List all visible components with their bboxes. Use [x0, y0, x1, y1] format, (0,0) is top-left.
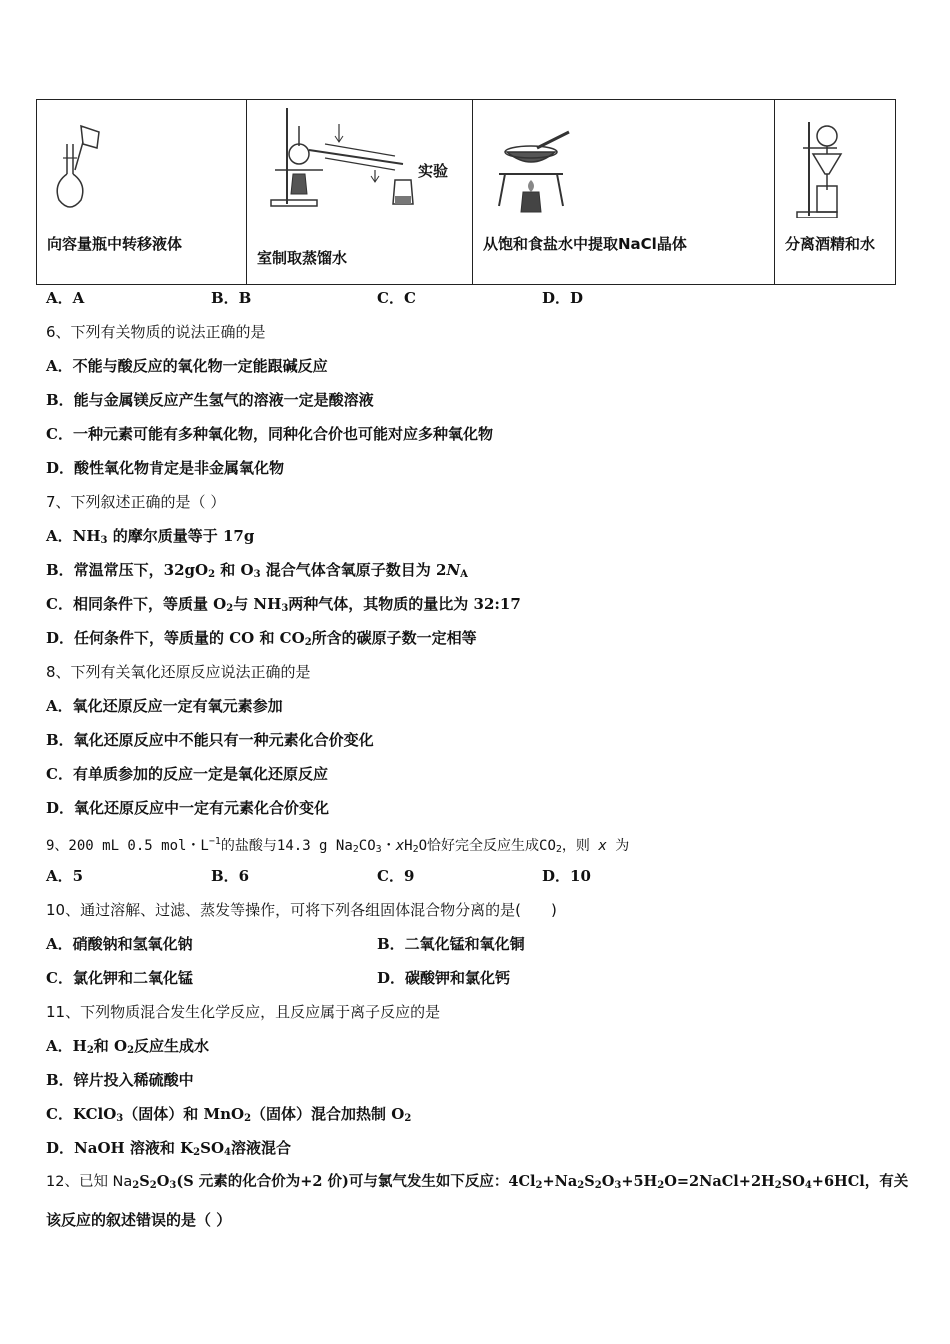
- cell-caption-suffix: 实验: [418, 162, 449, 180]
- q11-stem: 11、下列物质混合发生化学反应，且反应属于离子反应的是: [46, 1003, 441, 1021]
- cell-caption: 分离酒精和水: [785, 235, 876, 253]
- q8-option-b: B．氧化还原反应中不能只有一种元素化合价变化: [46, 731, 374, 749]
- apparatus-cell-distillation: [247, 100, 473, 285]
- q10-stem: 10、通过溶解、过滤、蒸发等操作，可将下列各组固体混合物分离的是( ): [46, 901, 557, 919]
- cell-caption: 向容量瓶中转移液体: [47, 235, 183, 253]
- q5-option-a: A．A: [46, 289, 85, 307]
- apparatus-cell-separating-funnel: [775, 100, 896, 285]
- apparatus-cell-evaporation: [473, 100, 775, 285]
- q8-option-d: D．氧化还原反应中一定有元素化合价变化: [46, 799, 330, 817]
- distillation-figure: [263, 106, 453, 210]
- q10-option-b: B．二氧化锰和氧化铜: [377, 935, 525, 953]
- cell-caption: 室制取蒸馏水: [257, 249, 348, 267]
- q11-option-d: D．NaOH 溶液和 $K_2SO_4$溶液混合: [46, 1139, 292, 1158]
- q12-stem-line1: 12、已知 $Na_2S_2O_3(S$ 元素的化合价为+2 价)可与氯气发生如下反应：$4Cl_2+Na_2S_2O_3+5H_2O=2NaCl+2H_2SO_4+6HCl$，有关: [46, 1173, 909, 1191]
- q6-option-d: D．酸性氧化物肯定是非金属氧化物: [46, 459, 285, 477]
- q8-stem: 8、下列有关氧化还原反应说法正确的是: [46, 663, 311, 681]
- q9-option-d: D．10: [542, 867, 591, 885]
- q9-option-c: C．9: [377, 867, 415, 885]
- q5-option-b: B．B: [211, 289, 252, 307]
- q7-stem: 7、下列叙述正确的是（ ）: [46, 493, 226, 511]
- q7-option-d: D．任何条件下，等质量的 CO 和 $CO_2$所含的碳原子数一定相等: [46, 629, 477, 648]
- q10-option-d: D．碳酸钾和氯化钙: [377, 969, 511, 987]
- q9-stem: 9、200 mL 0.5 mol・$L^{-1}$的盐酸与14.3 g $Na_2CO_3$・$xH_2O$恰好完全反应生成$CO_2$，则 x 为: [46, 836, 630, 855]
- q5-option-c: C．C: [377, 289, 416, 307]
- q11-option-c: C．KClO$_3$（固体）和 MnO$_2$（固体）混合加热制 $O_2$: [46, 1105, 412, 1124]
- q6-stem: 6、下列有关物质的说法正确的是: [46, 323, 266, 341]
- q5-option-d: D．D: [542, 289, 584, 307]
- volumetric-flask-figure: [53, 122, 123, 214]
- q8-option-c: C．有单质参加的反应一定是氧化还原反应: [46, 765, 328, 783]
- q7-option-b: B．常温常压下，$32gO_2$ 和 $O_3$ 混合气体含氧原子数目为 $2N_A$: [46, 561, 468, 580]
- q9-option-a: A．5: [46, 867, 84, 885]
- evaporating-dish-figure: [489, 128, 579, 218]
- q7-option-c: C．相同条件下，等质量 $O_2$与 $NH_3$两种气体，其物质的量比为 32:17: [46, 595, 521, 614]
- q6-option-a: A．不能与酸反应的氧化物一定能跟碱反应: [46, 357, 328, 375]
- separating-funnel-figure: [789, 118, 869, 218]
- q6-option-c: C．一种元素可能有多种氧化物，同种化合价也可能对应多种氧化物: [46, 425, 493, 443]
- q7-option-a: A．$NH_3$ 的摩尔质量等于 17g: [46, 527, 255, 546]
- q10-option-a: A．硝酸钠和氢氧化钠: [46, 935, 193, 953]
- q10-option-c: C．氯化钾和二氧化锰: [46, 969, 193, 987]
- cell-caption: 从饱和食盐水中提取NaCl晶体: [483, 235, 687, 253]
- apparatus-table: [36, 99, 896, 285]
- q8-option-a: A．氧化还原反应一定有氧元素参加: [46, 697, 283, 715]
- q11-option-a: A．$H_2$和 $O_2$反应生成水: [46, 1037, 210, 1056]
- q9-option-b: B．6: [211, 867, 250, 885]
- apparatus-cell-flask: [37, 100, 247, 285]
- q12-stem-line2: 该反应的叙述错误的是（ ）: [46, 1211, 232, 1229]
- q11-option-b: B．锌片投入稀硫酸中: [46, 1071, 194, 1089]
- q6-option-b: B．能与金属镁反应产生氢气的溶液一定是酸溶液: [46, 391, 374, 409]
